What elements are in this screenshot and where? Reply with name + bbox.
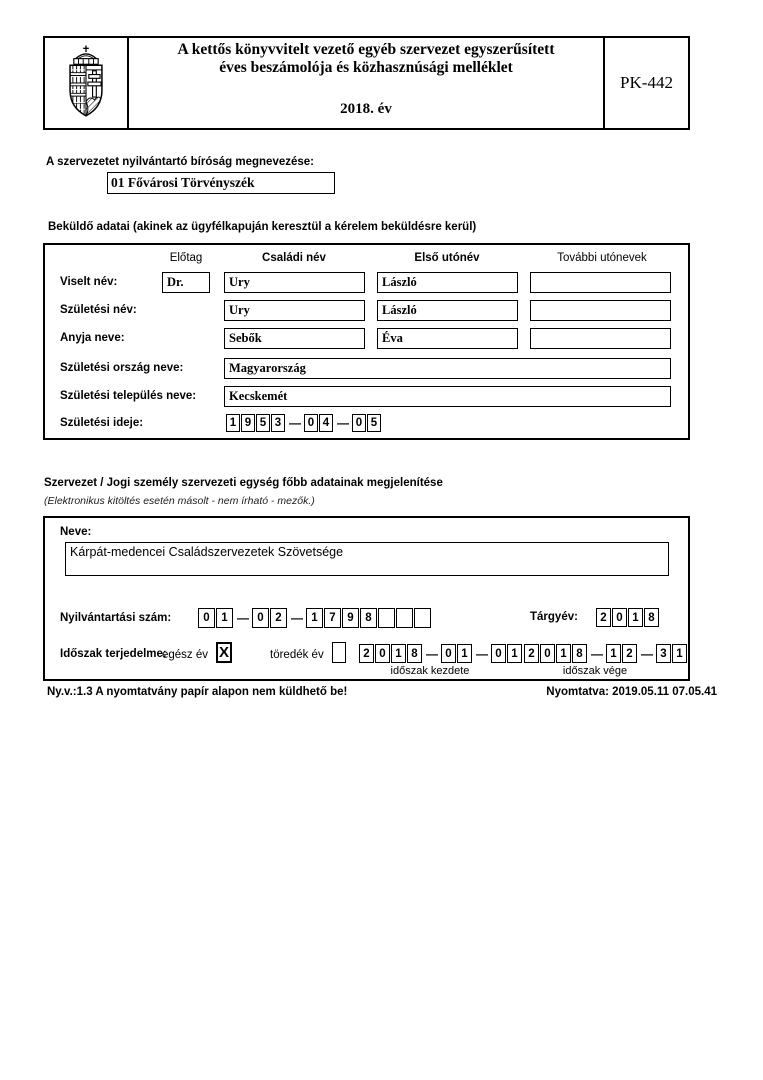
reg-number-digit[interactable]: 2 <box>270 608 287 628</box>
dash-separator: — <box>591 646 603 661</box>
reg-number-digit[interactable]: 0 <box>252 608 269 628</box>
borne-name-prefix-field[interactable]: Dr. <box>162 272 210 293</box>
period-label: Időszak terjedelme: <box>60 648 167 660</box>
period-end-caption: időszak vége <box>562 665 628 677</box>
period-end-digit[interactable]: 2 <box>524 644 539 663</box>
row-label-mother-name: Anyja neve: <box>60 332 125 344</box>
form-code: PK-442 <box>620 73 673 92</box>
org-name-label: Neve: <box>60 526 92 538</box>
col-header-family: Családi név <box>262 252 326 264</box>
dash-separator: — <box>291 611 303 625</box>
period-start-digit[interactable]: 0 <box>491 644 506 663</box>
mother-name-other-field[interactable] <box>530 328 671 349</box>
period-end-digit[interactable]: 2 <box>622 644 637 663</box>
birth-date-digit[interactable]: 9 <box>241 414 255 432</box>
sender-section-label: Beküldő adatai (akinek az ügyfélkapuján keresztül a kérelem beküldésre kerül) <box>48 221 477 233</box>
court-name-field[interactable]: 01 Fővárosi Törvényszék <box>107 172 335 194</box>
dash-separator: — <box>641 646 653 661</box>
period-start-digit[interactable]: 1 <box>457 644 472 663</box>
court-label: A szervezetet nyilvántartó bíróság megnevezése: <box>46 156 315 168</box>
birth-city-field[interactable]: Kecskemét <box>224 386 671 407</box>
target-year-field <box>596 608 660 627</box>
row-label-birth-city: Születési település neve: <box>60 390 197 402</box>
reg-number-digit[interactable]: 9 <box>342 608 359 628</box>
row-label-birth-country: Születési ország neve: <box>60 362 184 374</box>
col-header-othernames: További utónevek <box>557 252 647 264</box>
partial-year-label: töredék év <box>270 649 324 661</box>
period-start-digit[interactable]: 1 <box>507 644 522 663</box>
reg-number-field <box>198 608 432 628</box>
sender-box <box>43 243 690 440</box>
birth-date-digit[interactable]: 1 <box>226 414 240 432</box>
target-year-digit[interactable]: 0 <box>612 608 627 627</box>
target-year-digit[interactable]: 2 <box>596 608 611 627</box>
period-end-digit[interactable]: 1 <box>556 644 571 663</box>
reg-number-digit[interactable] <box>396 608 413 628</box>
period-end-digit[interactable]: 8 <box>572 644 587 663</box>
col-header-firstname: Első utónév <box>414 252 480 264</box>
org-section-label: Szervezet / Jogi személy szervezeti egység főbb adatainak megjelenítése <box>44 477 443 489</box>
reg-number-digit[interactable]: 7 <box>324 608 341 628</box>
form-header <box>43 36 690 130</box>
birth-date-digit[interactable]: 5 <box>256 414 270 432</box>
borne-name-first-field[interactable]: László <box>377 272 518 293</box>
org-section-note: (Elektronikus kitöltés esetén másolt - nem írható - mezők.) <box>44 495 315 507</box>
col-header-prefix: Előtag <box>169 252 203 264</box>
reg-number-digit[interactable]: 1 <box>306 608 323 628</box>
birth-date-digit[interactable]: 3 <box>271 414 285 432</box>
form-title-line2: éves beszámolója és közhasznúsági melléklet <box>219 59 513 77</box>
period-start-digit[interactable]: 0 <box>375 644 390 663</box>
period-start-caption: időszak kezdete <box>390 665 470 677</box>
birth-date-field <box>226 414 382 432</box>
row-label-borne-name: Viselt név: <box>60 276 118 288</box>
period-end-digit[interactable]: 1 <box>606 644 621 663</box>
full-year-label: egész év <box>162 649 209 661</box>
birth-name-family-field[interactable]: Ury <box>224 300 365 321</box>
birth-country-field[interactable]: Magyarország <box>224 358 671 379</box>
reg-number-digit[interactable] <box>414 608 431 628</box>
period-end-digit[interactable]: 3 <box>656 644 671 663</box>
period-end-digit[interactable]: 1 <box>672 644 687 663</box>
borne-name-other-field[interactable] <box>530 272 671 293</box>
period-end-digit[interactable]: 0 <box>540 644 555 663</box>
coat-of-arms-cell <box>45 38 129 128</box>
birth-date-digit[interactable]: 4 <box>319 414 333 432</box>
period-end-field <box>524 644 688 663</box>
period-start-digit[interactable]: 2 <box>359 644 374 663</box>
dash-separator: — <box>237 611 249 625</box>
dash-separator: — <box>289 416 301 430</box>
full-year-checkbox[interactable]: X <box>216 642 232 663</box>
reg-number-digit[interactable]: 0 <box>198 608 215 628</box>
period-start-field <box>359 644 523 663</box>
birth-name-first-field[interactable]: László <box>377 300 518 321</box>
dash-separator: — <box>476 646 488 661</box>
row-label-birth-date: Születési ideje: <box>60 417 144 429</box>
mother-name-family-field[interactable]: Sebők <box>224 328 365 349</box>
hungarian-coat-of-arms-icon <box>56 43 116 123</box>
reg-number-digit[interactable]: 8 <box>360 608 377 628</box>
period-start-digit[interactable]: 1 <box>391 644 406 663</box>
org-name-field[interactable]: Kárpát-medencei Családszervezetek Szövetsége <box>65 542 669 576</box>
mother-name-first-field[interactable]: Éva <box>377 328 518 349</box>
form-title-line1: A kettős könyvvitelt vezető egyéb szervezet egyszerűsített <box>177 41 555 58</box>
dash-separator: — <box>426 646 438 661</box>
birth-date-digit[interactable]: 0 <box>352 414 366 432</box>
reg-number-digit[interactable] <box>378 608 395 628</box>
dash-separator: — <box>337 416 349 430</box>
organization-box <box>43 516 690 681</box>
form-title <box>131 41 601 78</box>
partial-year-checkbox[interactable] <box>332 642 346 663</box>
footer-version-note: Ny.v.:1.3 A nyomtatvány papír alapon nem küldhető be! <box>47 686 348 698</box>
birth-name-other-field[interactable] <box>530 300 671 321</box>
form-title-cell <box>129 38 605 128</box>
footer-printed-timestamp: Nyomtatva: 2019.05.11 07.05.41 <box>546 686 717 698</box>
target-year-digit[interactable]: 8 <box>644 608 659 627</box>
period-start-digit[interactable]: 0 <box>441 644 456 663</box>
form-year: 2018. év <box>340 101 392 117</box>
row-label-birth-name: Születési név: <box>60 304 137 316</box>
birth-date-digit[interactable]: 5 <box>367 414 381 432</box>
birth-date-digit[interactable]: 0 <box>304 414 318 432</box>
reg-number-digit[interactable]: 1 <box>216 608 233 628</box>
period-start-digit[interactable]: 8 <box>407 644 422 663</box>
target-year-digit[interactable]: 1 <box>628 608 643 627</box>
reg-number-label: Nyilvántartási szám: <box>60 612 172 624</box>
borne-name-family-field[interactable]: Ury <box>224 272 365 293</box>
target-year-label: Tárgyév: <box>530 611 578 623</box>
